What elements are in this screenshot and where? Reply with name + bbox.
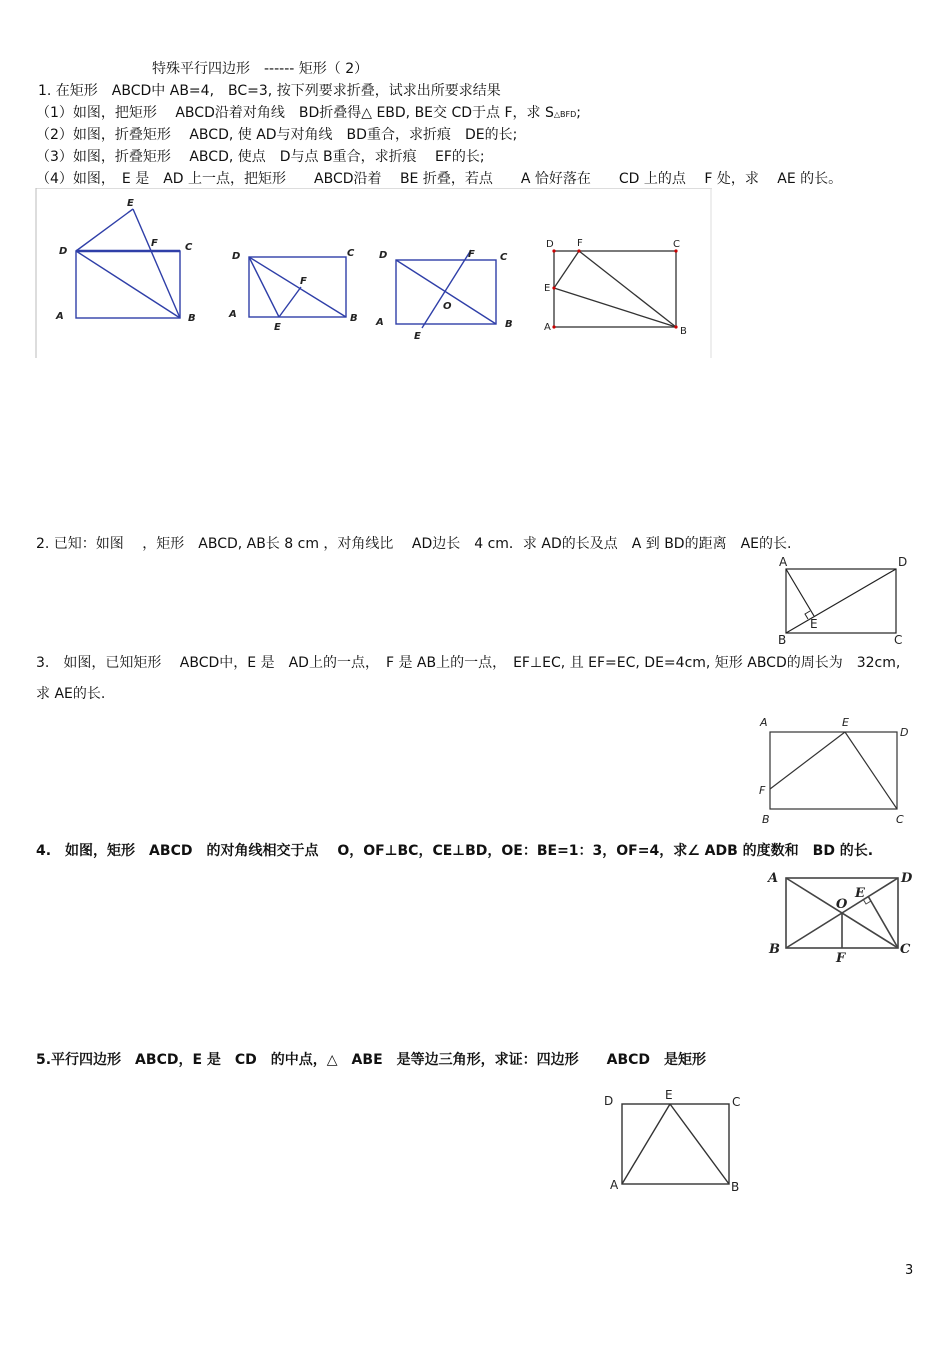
q5-label-E: E xyxy=(665,1088,673,1102)
q1-part1-text: （1）如图，把矩形 ABCD沿着对角线 BD折叠得△ EBD, BE交 CD于点 F，求 S xyxy=(36,105,554,121)
q1-part4: （4）如图， E 是 AD 上一点，把矩形 ABCD沿着 BE 折叠，若点 A 恰好落在 CD 上的点 F 处，求 AE 的长。 xyxy=(36,171,843,187)
q5-label-C: C xyxy=(732,1095,741,1109)
q4-label-C: C xyxy=(900,942,911,957)
q1f3-label-C: C xyxy=(500,252,508,263)
q1f1-label-E: E xyxy=(127,198,134,209)
q1f4-label-B: B xyxy=(680,326,687,337)
q5-label-A: A xyxy=(610,1178,619,1192)
q1f3-label-B: B xyxy=(505,319,513,330)
q4-text: 4. 如图，矩形 ABCD 的对角线相交于点 O，OF⊥BC，CE⊥BD，OE：BE=1：3，OF=4，求∠ ADB 的度数和 BD 的长. xyxy=(36,843,874,859)
q4-label-E: E xyxy=(855,886,865,901)
q1f4-label-E: E xyxy=(544,283,551,294)
q1f3-label-O: O xyxy=(443,301,452,312)
q1f3-label-F: F xyxy=(468,249,475,260)
q1f1-label-D: D xyxy=(59,246,68,257)
q1f2-label-F: F xyxy=(300,276,307,287)
q4-label-D: D xyxy=(901,871,913,886)
q1f2-label-D: D xyxy=(232,251,241,262)
q2-text: 2. 已知：如图 ，矩形 ABCD, AB长 8 cm ，对角线比 AD边长 4 cm．求 AD的长及点 A 到 BD的距离 AE的长. xyxy=(36,536,792,552)
q4-label-O: O xyxy=(836,897,848,912)
q1-intro: 1. 在矩形 ABCD中 AB=4, BC=3, 按下列要求折叠，试求出所要求结果 xyxy=(38,83,501,99)
q1-part2: （2）如图，折叠矩形 ABCD, 使 AD与对角线 BD重合，求折痕 DE的长; xyxy=(36,127,518,143)
page-title: 特殊平行四边形 ------ 矩形（ 2） xyxy=(152,61,369,77)
q1-part3: （3）如图，折叠矩形 ABCD, 使点 D与点 B重合，求折痕 EF的长; xyxy=(36,149,485,165)
q4-label-A: A xyxy=(768,871,779,886)
q4-figure xyxy=(760,864,920,968)
q4-label-B: B xyxy=(769,942,780,957)
q2-figure xyxy=(770,555,915,647)
q3-label-E: E xyxy=(842,716,849,729)
q1f1-label-C: C xyxy=(185,242,193,253)
q5-label-B: B xyxy=(731,1180,740,1194)
q1f2-label-A: A xyxy=(229,309,237,320)
q3-label-D: D xyxy=(900,726,909,739)
q1f4-label-F: F xyxy=(577,238,583,249)
q1f1-label-F: F xyxy=(151,238,158,249)
q5-label-D: D xyxy=(604,1094,614,1108)
q1f4-label-D: D xyxy=(546,239,554,250)
q1f3-label-D: D xyxy=(379,250,388,261)
q4-label-F: F xyxy=(836,951,846,966)
q1f1-label-B: B xyxy=(188,313,196,324)
q1-figure-4 xyxy=(544,238,687,337)
q3-label-C: C xyxy=(896,813,904,826)
q1f4-label-A: A xyxy=(544,322,551,333)
q3-figure xyxy=(756,712,916,827)
q5-figure xyxy=(596,1086,756,1198)
q2-label-C: C xyxy=(894,633,903,647)
q1-figure-1 xyxy=(55,198,196,324)
q3-text: 3. 如图，已知矩形 ABCD中，E 是 AD上的一点， F 是 AB上的一点， EF⊥EC, 且 EF=EC, DE=4cm, 矩形 ABCD的周长为 32cm, xyxy=(36,655,901,671)
q1-part1 xyxy=(36,104,581,124)
q3-text2: 求 AE的长. xyxy=(36,686,106,702)
q1f3-label-A: A xyxy=(376,317,384,328)
q2-label-D: D xyxy=(898,555,908,569)
q3-label-A: A xyxy=(760,716,768,729)
q1-part1-sub: △BFD xyxy=(553,110,577,119)
q1f2-label-B: B xyxy=(350,313,358,324)
q1-part1-end: ; xyxy=(576,105,582,121)
q5-text: 5.平行四边形 ABCD，E 是 CD 的中点，△ ABE 是等边三角形，求证：四边形 ABCD 是矩形 xyxy=(36,1052,707,1068)
q2-label-E: E xyxy=(810,617,818,631)
q1-figure-3 xyxy=(375,249,513,342)
q1f4-label-C: C xyxy=(673,239,680,250)
q1f2-label-E: E xyxy=(274,322,281,333)
q2-label-B: B xyxy=(778,633,787,647)
q3-label-B: B xyxy=(762,813,770,826)
q1-figures xyxy=(34,188,714,360)
q2-label-A: A xyxy=(779,555,788,569)
q1f3-label-E: E xyxy=(414,331,421,342)
q3-label-F: F xyxy=(759,784,766,797)
q1f2-label-C: C xyxy=(347,248,355,259)
q1f1-label-A: A xyxy=(56,311,64,322)
q1-figure-2 xyxy=(228,248,358,333)
page-number: 3 xyxy=(905,1263,914,1278)
